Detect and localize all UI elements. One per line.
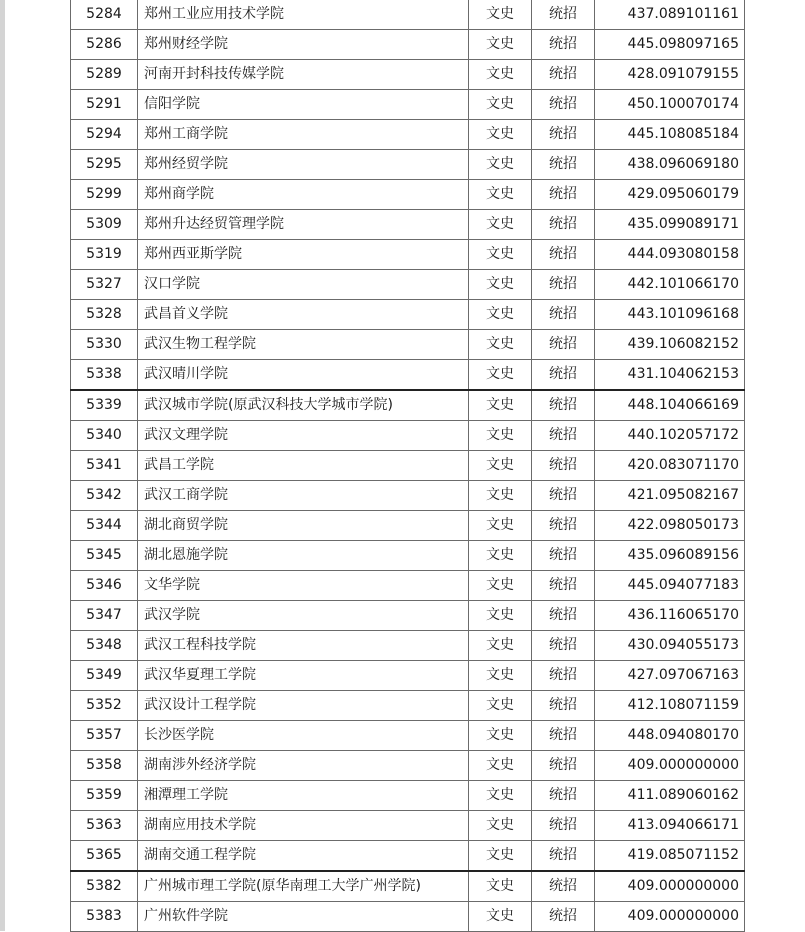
school-code-cell: 5383 xyxy=(71,902,138,932)
table-row xyxy=(71,691,745,721)
subject-category-cell: 文史 xyxy=(469,751,532,781)
school-name-cell: 郑州财经学院 xyxy=(138,30,469,60)
admission-score-cell: 435.099089171 xyxy=(595,210,745,240)
subject-category-cell: 文史 xyxy=(469,210,532,240)
admission-score-table xyxy=(70,0,745,932)
admission-score-cell: 413.094066171 xyxy=(595,811,745,841)
admission-batch-cell: 统招 xyxy=(532,601,595,631)
subject-category-cell: 文史 xyxy=(469,421,532,451)
admission-batch-cell: 统招 xyxy=(532,691,595,721)
school-code-cell: 5345 xyxy=(71,541,138,571)
subject-category-cell: 文史 xyxy=(469,511,532,541)
admission-score-cell: 438.096069180 xyxy=(595,150,745,180)
subject-category-cell: 文史 xyxy=(469,300,532,330)
table-row xyxy=(71,811,745,841)
admission-batch-cell: 统招 xyxy=(532,781,595,811)
school-name-cell: 郑州升达经贸管理学院 xyxy=(138,210,469,240)
subject-category-cell: 文史 xyxy=(469,180,532,210)
table-row xyxy=(71,781,745,811)
subject-category-cell: 文史 xyxy=(469,330,532,360)
admission-batch-cell: 统招 xyxy=(532,90,595,120)
subject-category-cell: 文史 xyxy=(469,451,532,481)
school-name-cell: 广州软件学院 xyxy=(138,902,469,932)
school-code-cell: 5359 xyxy=(71,781,138,811)
school-code-cell: 5342 xyxy=(71,481,138,511)
admission-batch-cell: 统招 xyxy=(532,841,595,872)
subject-category-cell: 文史 xyxy=(469,0,532,30)
school-code-cell: 5330 xyxy=(71,330,138,360)
subject-category-cell: 文史 xyxy=(469,30,532,60)
table-body xyxy=(71,0,745,932)
subject-category-cell: 文史 xyxy=(469,481,532,511)
school-name-cell: 湖南涉外经济学院 xyxy=(138,751,469,781)
school-name-cell: 武汉设计工程学院 xyxy=(138,691,469,721)
admission-batch-cell: 统招 xyxy=(532,240,595,270)
admission-batch-cell: 统招 xyxy=(532,120,595,150)
admission-batch-cell: 统招 xyxy=(532,0,595,30)
subject-category-cell: 文史 xyxy=(469,240,532,270)
school-name-cell: 武汉工商学院 xyxy=(138,481,469,511)
school-name-cell: 长沙医学院 xyxy=(138,721,469,751)
admission-score-cell: 437.089101161 xyxy=(595,0,745,30)
admission-batch-cell: 统招 xyxy=(532,390,595,421)
subject-category-cell: 文史 xyxy=(469,90,532,120)
school-name-cell: 郑州西亚斯学院 xyxy=(138,240,469,270)
school-code-cell: 5286 xyxy=(71,30,138,60)
school-name-cell: 文华学院 xyxy=(138,571,469,601)
school-name-cell: 广州城市理工学院(原华南理工大学广州学院) xyxy=(138,871,469,902)
admission-batch-cell: 统招 xyxy=(532,902,595,932)
table-row xyxy=(71,841,745,872)
admission-batch-cell: 统招 xyxy=(532,481,595,511)
admission-score-cell: 428.091079155 xyxy=(595,60,745,90)
school-code-cell: 5338 xyxy=(71,360,138,391)
admission-score-cell: 420.083071170 xyxy=(595,451,745,481)
subject-category-cell: 文史 xyxy=(469,360,532,391)
school-code-cell: 5363 xyxy=(71,811,138,841)
school-name-cell: 湖南交通工程学院 xyxy=(138,841,469,872)
school-code-cell: 5328 xyxy=(71,300,138,330)
admission-batch-cell: 统招 xyxy=(532,511,595,541)
admission-score-cell: 422.098050173 xyxy=(595,511,745,541)
admission-score-cell: 442.101066170 xyxy=(595,270,745,300)
subject-category-cell: 文史 xyxy=(469,270,532,300)
admission-batch-cell: 统招 xyxy=(532,721,595,751)
table-row xyxy=(71,902,745,932)
subject-category-cell: 文史 xyxy=(469,541,532,571)
subject-category-cell: 文史 xyxy=(469,811,532,841)
admission-batch-cell: 统招 xyxy=(532,360,595,391)
school-code-cell: 5352 xyxy=(71,691,138,721)
school-name-cell: 武汉华夏理工学院 xyxy=(138,661,469,691)
school-code-cell: 5344 xyxy=(71,511,138,541)
admission-batch-cell: 统招 xyxy=(532,60,595,90)
school-code-cell: 5358 xyxy=(71,751,138,781)
admission-score-cell: 436.116065170 xyxy=(595,601,745,631)
table-row xyxy=(71,390,745,421)
table-row xyxy=(71,240,745,270)
table-row xyxy=(71,481,745,511)
table-row xyxy=(71,511,745,541)
admission-batch-cell: 统招 xyxy=(532,541,595,571)
admission-score-cell: 443.101096168 xyxy=(595,300,745,330)
table-row xyxy=(71,601,745,631)
table-row xyxy=(71,571,745,601)
admission-batch-cell: 统招 xyxy=(532,330,595,360)
admission-score-cell: 439.106082152 xyxy=(595,330,745,360)
subject-category-cell: 文史 xyxy=(469,661,532,691)
admission-score-cell: 431.104062153 xyxy=(595,360,745,391)
school-code-cell: 5284 xyxy=(71,0,138,30)
school-code-cell: 5339 xyxy=(71,390,138,421)
admission-batch-cell: 统招 xyxy=(532,30,595,60)
school-code-cell: 5299 xyxy=(71,180,138,210)
admission-score-cell: 419.085071152 xyxy=(595,841,745,872)
table-row xyxy=(71,631,745,661)
admission-batch-cell: 统招 xyxy=(532,631,595,661)
school-name-cell: 郑州工商学院 xyxy=(138,120,469,150)
subject-category-cell: 文史 xyxy=(469,60,532,90)
admission-batch-cell: 统招 xyxy=(532,300,595,330)
school-name-cell: 武汉学院 xyxy=(138,601,469,631)
school-code-cell: 5382 xyxy=(71,871,138,902)
school-name-cell: 郑州商学院 xyxy=(138,180,469,210)
school-code-cell: 5340 xyxy=(71,421,138,451)
admission-score-cell: 445.108085184 xyxy=(595,120,745,150)
admission-score-cell: 440.102057172 xyxy=(595,421,745,451)
admission-score-cell: 445.098097165 xyxy=(595,30,745,60)
admission-score-cell: 448.104066169 xyxy=(595,390,745,421)
school-code-cell: 5365 xyxy=(71,841,138,872)
school-code-cell: 5319 xyxy=(71,240,138,270)
school-name-cell: 汉口学院 xyxy=(138,270,469,300)
school-name-cell: 湖北商贸学院 xyxy=(138,511,469,541)
admission-batch-cell: 统招 xyxy=(532,661,595,691)
admission-batch-cell: 统招 xyxy=(532,210,595,240)
school-name-cell: 河南开封科技传媒学院 xyxy=(138,60,469,90)
subject-category-cell: 文史 xyxy=(469,841,532,872)
school-code-cell: 5341 xyxy=(71,451,138,481)
admission-batch-cell: 统招 xyxy=(532,811,595,841)
admission-score-cell: 448.094080170 xyxy=(595,721,745,751)
school-code-cell: 5348 xyxy=(71,631,138,661)
table-row xyxy=(71,150,745,180)
subject-category-cell: 文史 xyxy=(469,150,532,180)
table-row xyxy=(71,661,745,691)
admission-batch-cell: 统招 xyxy=(532,451,595,481)
school-code-cell: 5349 xyxy=(71,661,138,691)
admission-score-cell: 430.094055173 xyxy=(595,631,745,661)
table-row xyxy=(71,90,745,120)
school-code-cell: 5347 xyxy=(71,601,138,631)
admission-score-cell: 421.095082167 xyxy=(595,481,745,511)
admission-score-cell: 409.000000000 xyxy=(595,871,745,902)
school-code-cell: 5294 xyxy=(71,120,138,150)
table-row xyxy=(71,270,745,300)
subject-category-cell: 文史 xyxy=(469,902,532,932)
page-left-edge xyxy=(0,0,5,931)
table-row xyxy=(71,421,745,451)
admission-score-cell: 412.108071159 xyxy=(595,691,745,721)
admission-score-cell: 409.000000000 xyxy=(595,751,745,781)
admission-score-cell: 427.097067163 xyxy=(595,661,745,691)
table-row xyxy=(71,300,745,330)
subject-category-cell: 文史 xyxy=(469,120,532,150)
table-row xyxy=(71,30,745,60)
school-code-cell: 5289 xyxy=(71,60,138,90)
table-row xyxy=(71,120,745,150)
school-name-cell: 郑州经贸学院 xyxy=(138,150,469,180)
school-code-cell: 5327 xyxy=(71,270,138,300)
school-name-cell: 武汉生物工程学院 xyxy=(138,330,469,360)
school-name-cell: 武昌工学院 xyxy=(138,451,469,481)
subject-category-cell: 文史 xyxy=(469,781,532,811)
school-name-cell: 信阳学院 xyxy=(138,90,469,120)
subject-category-cell: 文史 xyxy=(469,691,532,721)
school-code-cell: 5295 xyxy=(71,150,138,180)
school-name-cell: 湖北恩施学院 xyxy=(138,541,469,571)
table-row xyxy=(71,0,745,30)
table-row xyxy=(71,451,745,481)
table-row xyxy=(71,210,745,240)
table-row xyxy=(71,751,745,781)
admission-score-cell: 409.000000000 xyxy=(595,902,745,932)
school-code-cell: 5291 xyxy=(71,90,138,120)
admission-score-cell: 445.094077183 xyxy=(595,571,745,601)
table-row xyxy=(71,60,745,90)
admission-batch-cell: 统招 xyxy=(532,571,595,601)
admission-score-cell: 444.093080158 xyxy=(595,240,745,270)
table-row xyxy=(71,330,745,360)
admission-batch-cell: 统招 xyxy=(532,180,595,210)
subject-category-cell: 文史 xyxy=(469,601,532,631)
subject-category-cell: 文史 xyxy=(469,390,532,421)
school-name-cell: 湘潭理工学院 xyxy=(138,781,469,811)
table-row xyxy=(71,180,745,210)
table-row xyxy=(71,871,745,902)
admission-batch-cell: 统招 xyxy=(532,270,595,300)
admission-score-cell: 435.096089156 xyxy=(595,541,745,571)
admission-batch-cell: 统招 xyxy=(532,150,595,180)
table-row xyxy=(71,360,745,391)
admission-batch-cell: 统招 xyxy=(532,421,595,451)
school-name-cell: 郑州工业应用技术学院 xyxy=(138,0,469,30)
admission-score-cell: 450.100070174 xyxy=(595,90,745,120)
school-name-cell: 武汉工程科技学院 xyxy=(138,631,469,661)
school-name-cell: 武汉城市学院(原武汉科技大学城市学院) xyxy=(138,390,469,421)
subject-category-cell: 文史 xyxy=(469,631,532,661)
school-name-cell: 武汉晴川学院 xyxy=(138,360,469,391)
subject-category-cell: 文史 xyxy=(469,571,532,601)
admission-score-cell: 429.095060179 xyxy=(595,180,745,210)
subject-category-cell: 文史 xyxy=(469,721,532,751)
admission-batch-cell: 统招 xyxy=(532,751,595,781)
admission-batch-cell: 统招 xyxy=(532,871,595,902)
admission-score-cell: 411.089060162 xyxy=(595,781,745,811)
table-row xyxy=(71,721,745,751)
table-row xyxy=(71,541,745,571)
school-name-cell: 湖南应用技术学院 xyxy=(138,811,469,841)
school-code-cell: 5346 xyxy=(71,571,138,601)
school-name-cell: 武汉文理学院 xyxy=(138,421,469,451)
school-code-cell: 5309 xyxy=(71,210,138,240)
school-code-cell: 5357 xyxy=(71,721,138,751)
school-name-cell: 武昌首义学院 xyxy=(138,300,469,330)
subject-category-cell: 文史 xyxy=(469,871,532,902)
